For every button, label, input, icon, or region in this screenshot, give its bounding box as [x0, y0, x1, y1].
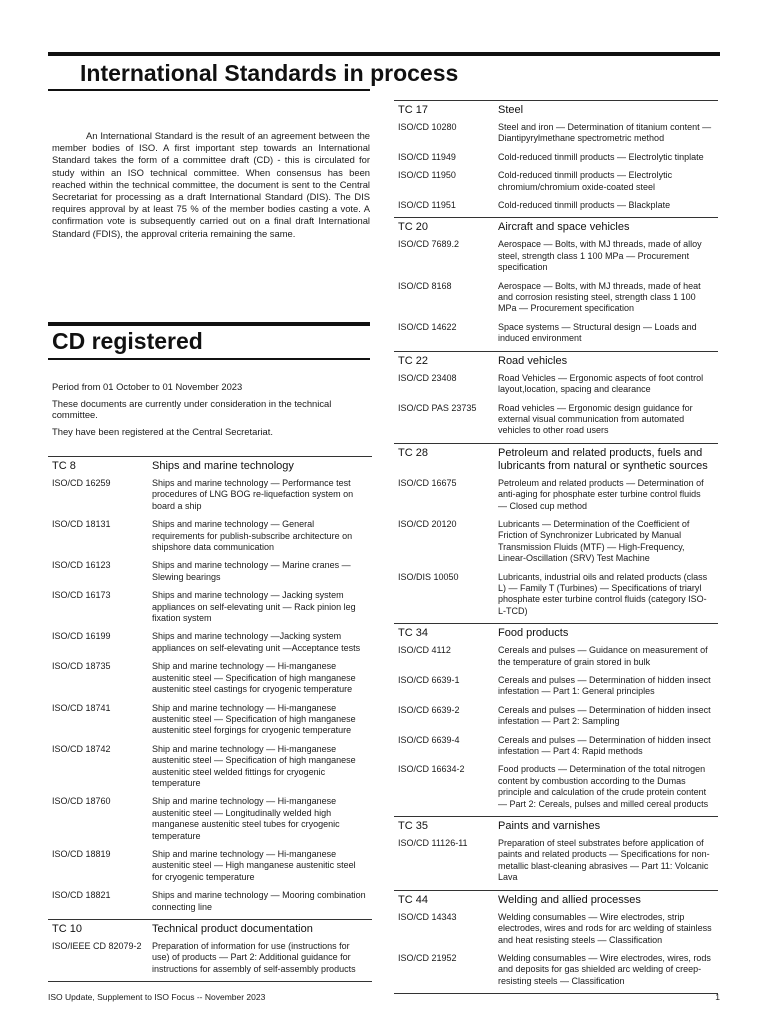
standard-code: ISO/IEEE CD 82079-2: [52, 941, 142, 951]
committee-group: [394, 443, 718, 623]
standard-row: [48, 589, 372, 630]
committee-title: Food products: [498, 627, 569, 640]
standard-title: Cereals and pulses — Guidance on measurement of the temperature of grain stored in bulk: [498, 645, 708, 667]
committee-header: [394, 352, 718, 372]
standard-row: [394, 704, 718, 734]
standard-code: ISO/CD 11126-11: [398, 838, 468, 849]
standard-title: Ships and marine technology — Performance test procedures of LNG BOG re-liquefaction system on board a ship: [152, 478, 354, 511]
standard-row: [394, 518, 718, 571]
period-text: Period from 01 October to 01 November 2023: [52, 381, 243, 392]
standard-row: [48, 518, 372, 559]
standard-row: [394, 911, 718, 952]
committee-title: Ships and marine technology: [152, 460, 294, 472]
standard-title: Welding consumables — Wire electrodes, wires, rods and deposits for gas shielded arc welding of creep-resisting steels — Classification: [498, 952, 711, 986]
standard-code: ISO/CD 11949: [398, 151, 456, 162]
committee-header: [394, 891, 718, 911]
committee-group: [394, 100, 718, 217]
committee-group: [394, 816, 718, 890]
cd-meta: [52, 381, 370, 442]
standard-title: Welding consumables — Wire electrodes, strip electrodes, wires and rods for arc welding of stainless and heat resisting steels — Classification: [498, 911, 712, 945]
standard-code: ISO/CD 4112: [398, 645, 451, 656]
standard-code: ISO/CD 23408: [398, 372, 457, 383]
standard-row: [48, 848, 372, 889]
standard-title: Cold-reduced tinmill products — Blackplate: [498, 200, 671, 211]
standard-code: ISO/CD 14622: [398, 321, 457, 332]
standard-title: Food products — Determination of the total nitrogen content by combustion according to the Dumas principle and calculation of the crude protein content — Part 2: Cereals, pulses and milled cereal products: [498, 764, 709, 809]
standard-code: ISO/CD 18760: [52, 796, 111, 807]
standard-title: Cereals and pulses — Determination of hidden insect infestation — Part 2: Sampling: [498, 704, 711, 727]
committee-header: [394, 101, 718, 121]
standard-row: [48, 940, 372, 981]
title-rule: [48, 89, 370, 91]
committee-group: [48, 456, 372, 919]
standard-code: ISO/CD 7689.2: [398, 239, 460, 250]
standard-code: ISO/CD 21952: [398, 952, 457, 963]
committee-header: [394, 444, 718, 477]
standard-title: Lubricants, industrial oils and related products (class L) — Family T (Turbines) — Specifications of triaryl phosphate ester turbine control fluids (category ISO-L-TCD): [498, 571, 708, 616]
standard-code: ISO/DIS 10050: [398, 571, 459, 582]
standard-title: Petroleum and related products — Determination of anti-aging for phosphate ester turbine control fluids — Closed cup method: [498, 477, 704, 511]
standard-title: Cold-reduced tinmill products — Electrolytic tinplate: [498, 151, 704, 162]
standard-code: ISO/CD 20120: [398, 518, 457, 529]
committee-title: Welding and allied processes: [498, 893, 641, 906]
standard-title: Space systems — Structural design — Loads and induced environment: [498, 321, 697, 344]
standard-title: Cereals and pulses — Determination of hidden insect infestation — Part 4: Rapid methods: [498, 734, 711, 757]
standard-code: ISO/CD 16199: [52, 631, 111, 642]
standard-row: [394, 321, 718, 351]
committee-code: TC 34: [398, 627, 428, 640]
standard-row: [48, 630, 372, 660]
standard-row: [394, 199, 718, 217]
standard-title: Ship and marine technology — Hi-manganese austenitic steel — Specification of high manganese austenitic steel welded fittings for cryogenic temperature: [152, 743, 356, 788]
committee-group: [394, 217, 718, 350]
standard-code: ISO/CD 16634-2: [398, 764, 465, 775]
standard-row: [48, 743, 372, 796]
standard-title: Ships and marine technology — General requirements for publish-subscribe architecture on shipshore data communication: [152, 519, 353, 553]
committee-code: TC 17: [398, 104, 428, 116]
footer-text: ISO Update, Supplement to ISO Focus -- November 2023: [48, 992, 266, 1002]
committee-code: TC 44: [398, 893, 428, 906]
standard-row: [394, 477, 718, 518]
standard-title: Cereals and pulses — Determination of hidden insect infestation — Part 1: General principles: [498, 675, 711, 697]
standard-row: [394, 238, 718, 279]
page-title: International Standards in process: [80, 60, 459, 86]
standard-code: ISO/CD 18742: [52, 743, 111, 754]
standard-row: [48, 702, 372, 743]
standard-row: [48, 559, 372, 589]
standard-code: ISO/CD 10280: [398, 122, 457, 132]
standard-row: [48, 889, 372, 919]
standard-title: Ship and marine technology — Hi-manganese austenitic steel — Specification of high manganese austenitic steel forgings for cryogenic temperature: [152, 702, 356, 736]
standard-title: Preparation of information for use (instructions for use) of products — Part 2: Additional guidance for instructions for assembly of self-assembly products: [152, 941, 356, 974]
standard-code: ISO/CD 18821: [52, 890, 111, 901]
committee-title: Steel: [498, 104, 524, 116]
standard-title: Ships and marine technology — Mooring combination connecting line: [152, 890, 366, 912]
standard-title: Lubricants — Determination of the Coefficient of Friction of Synchronizer Lubricated by Manual Transmission Fluids (MTF) — High-Frequency, Linear-Oscillation (SRV) Test Machine: [498, 518, 690, 564]
committee-code: TC 20: [398, 221, 428, 234]
committee-code: TC 10: [52, 923, 82, 935]
standard-code: ISO/CD 18741: [52, 702, 111, 713]
standard-title: Aerospace — Bolts, with MJ threads, made of alloy steel, strength class 1 100 MPa — Procurement specification: [498, 239, 702, 273]
committee-header: [394, 624, 718, 644]
left-committee-list: [48, 456, 372, 982]
standard-code: ISO/CD 18735: [52, 661, 111, 672]
standard-code: ISO/CD 18819: [52, 848, 111, 859]
standard-code: ISO/CD 11950: [398, 170, 456, 181]
standard-code: ISO/CD 16123: [52, 560, 111, 571]
right-committee-list: [394, 100, 718, 994]
standard-title: Road vehicles — Ergonomic design guidance for external visual communication from automated vehicles to other road users: [498, 402, 693, 436]
committee-title: Petroleum and related products, fuels and lubricants from natural or synthetic sources: [498, 446, 708, 472]
standard-title: Steel and iron — Determination of titanium content — Diantipyrylmethane spectrometric method: [498, 122, 712, 144]
committee-code: TC 28: [398, 446, 428, 459]
committee-group: [48, 919, 372, 982]
standard-title: Preparation of steel substrates before application of paints and related products — Specifications for non-metallic blast-cleaning abrasives — Part 11: Volcanic Lava: [498, 838, 710, 883]
standard-title: Ships and marine technology —Jacking system appliances on self-elevating unit —Acceptance tests: [152, 631, 361, 653]
standard-row: [394, 952, 718, 993]
standard-row: [48, 660, 372, 701]
cd-section-rule-bottom: [48, 358, 370, 360]
standard-row: [394, 837, 718, 890]
standard-row: [48, 477, 372, 518]
page-number: 1: [715, 992, 720, 1002]
standard-title: Ship and marine technology — Hi-manganese austenitic steel — Specification of high manganese austenitic steel castings for cryogenic temperature: [152, 661, 356, 695]
standard-title: Road Vehicles — Ergonomic aspects of foot control layout,location, spacing and clearance: [498, 372, 704, 395]
standard-row: [48, 795, 372, 848]
committee-group: [394, 890, 718, 994]
committee-title: Paints and varnishes: [498, 820, 601, 833]
standard-title: Ship and marine technology — Hi-manganese austenitic steel — High manganese austenitic steel for cryogenic temperature: [152, 848, 356, 882]
top-rule: [48, 52, 720, 56]
standard-code: ISO/CD 11951: [398, 200, 456, 211]
committee-group: [394, 351, 718, 443]
standard-title: Cold-reduced tinmill products — Electrolytic chromium/chromium oxide-coated steel: [498, 170, 673, 192]
committee-header: [394, 817, 718, 837]
standard-title: Ships and marine technology — Jacking system appliances on self-elevating unit — Rack pinion leg fixation system: [152, 590, 356, 624]
standard-row: [394, 372, 718, 402]
standard-code: ISO/CD 16675: [398, 477, 457, 488]
standard-code: ISO/CD 18131: [52, 519, 111, 530]
committee-title: Technical product documentation: [152, 923, 313, 935]
standard-row: [394, 763, 718, 816]
standard-title: Ships and marine technology — Marine cranes — Slewing bearings: [152, 560, 351, 582]
standard-code: ISO/CD 14343: [398, 911, 457, 922]
standard-title: Aerospace — Bolts, with MJ threads, made of heat and corrosion resisting steel, strength class 1 100 MPa — Procurement specification: [498, 280, 701, 314]
standard-code: ISO/CD 16173: [52, 590, 111, 601]
standard-row: [394, 402, 718, 443]
standard-row: [394, 644, 718, 674]
registration-note: They have been registered at the Central Secretariat.: [52, 425, 273, 437]
committee-group: [394, 623, 718, 816]
committee-code: TC 35: [398, 820, 428, 833]
committee-code: TC 22: [398, 354, 428, 367]
intro-paragraph: An International Standard is the result of an agreement between the member bodies of ISO. A first important step towards an International Standard takes the form of a committee draft (CD) - this is circulated for study within an ISO technical committee. When consensus has been reached within the technical committee, the document is sent to the Central Secretariat for processing as a draft International Standard (DIS). The DIS requires approval by at least 75 % of the member bodies casting a vote. A confirmation vote is subsequently carried out on a final draft International Standard (FDIS), the approval criteria remaining the same.: [52, 130, 370, 239]
committee-header: [48, 457, 372, 477]
standard-row: [394, 571, 718, 624]
committee-title: Road vehicles: [498, 354, 568, 367]
committee-header: [48, 920, 372, 940]
standard-code: ISO/CD 6639-4: [398, 734, 460, 745]
standard-code: ISO/CD 16259: [52, 478, 111, 488]
standard-row: [394, 121, 718, 151]
standard-code: ISO/CD 6639-1: [398, 675, 460, 685]
standard-code: ISO/CD 8168: [398, 280, 452, 291]
standard-row: [394, 674, 718, 704]
standard-row: [394, 169, 718, 199]
standard-code: ISO/CD 6639-2: [398, 704, 460, 715]
standard-row: [394, 151, 718, 169]
consideration-note: These documents are currently under consideration in the technical committee.: [52, 397, 332, 421]
standard-row: [394, 734, 718, 764]
standard-code: ISO/CD PAS 23735: [398, 402, 477, 413]
committee-code: TC 8: [52, 460, 76, 472]
standard-row: [394, 280, 718, 321]
cd-section-title: CD registered: [52, 328, 203, 354]
committee-title: Aircraft and space vehicles: [498, 221, 630, 234]
committee-header: [394, 218, 718, 238]
standard-title: Ship and marine technology — Hi-manganese austenitic steel — Longitudinally welded high manganese austenitic steel tubes for cryogenic temperature: [152, 796, 340, 841]
